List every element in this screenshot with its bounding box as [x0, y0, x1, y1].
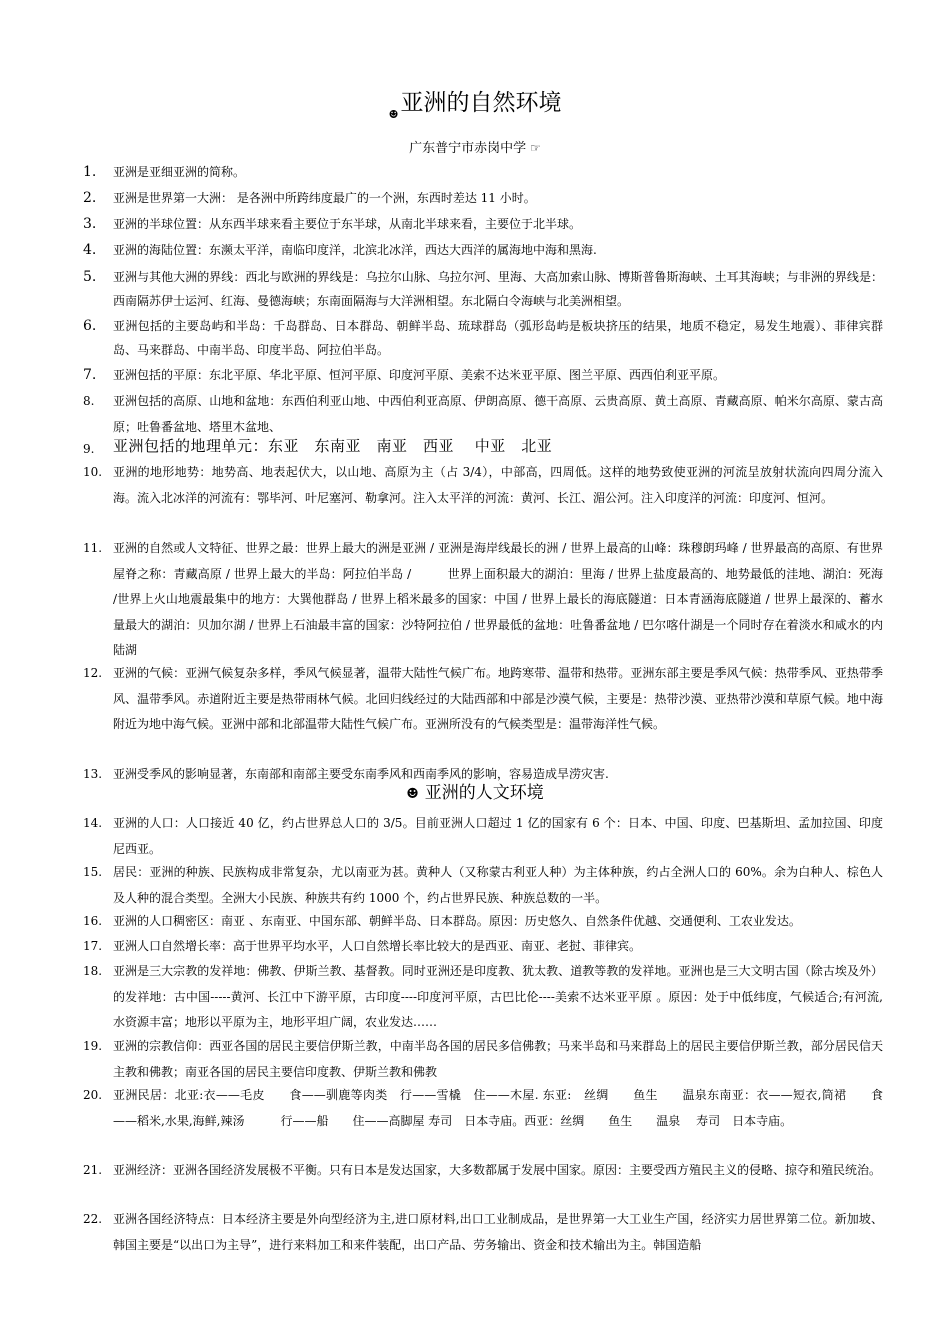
list-item: 8. 亚洲包括的高原、山地和盆地：东西伯利亚山地、中西伯利亚高原、伊朗高原、德干高原、云贵高原、黄土高原、青藏高原、帕米尔高原、蒙古高原；吐鲁番盆地、塔里木盆地、	[83, 394, 883, 434]
list-item: 13. 亚洲受季风的影响显著，东南部和南部主要受东南季风和西南季风的影响，容易造成旱涝灾害.	[83, 767, 609, 781]
list-item: 11. 亚洲的自然或人文特征、世界之最：世界上最大的洲是亚洲 / 亚洲是海岸线最长的洲 / 世界上最高的山峰：珠穆朗玛峰 / 世界最高的高原、有世界屋脊之称：青藏高原 / 世界上最大的半岛：阿拉伯半岛 / 世界上面积最大的湖泊：里海 / 世界上盐度最高的、地势最低的洼地、湖泊：死海 /世界上火山地震最集中的地方：大巽他群岛 / 世界上稻米最多的国家：中国 / 世界上最长的海底隧道：日本青涵海底隧道 / 世界上最深的、蓄水量最大的湖泊：贝加尔湖 / 世界上石油最丰富的国家：沙特阿拉伯 / 世界最低的盆地：吐鲁番盆地 / 巴尔喀什湖是一个同时存在着淡水和咸水的内陆湖	[83, 541, 883, 657]
list-item: 7. 亚洲包括的平原：东北平原、华北平原、恒河平原、印度河平原、美索不达米亚平原、图兰平原、西西伯利亚平原。	[83, 367, 726, 383]
list-item: 22. 亚洲各国经济特点：日本经济主要是外向型经济为主,进口原材料,出口工业制成品，是世界第一大工业生产国，经济实力居世界第二位。新加坡、韩国主要是“以出口为主导”，进行来料加工和来件装配，出口产品、劳务输出、资金和技术输出为主。韩国造船	[83, 1212, 883, 1252]
list-item: 21. 亚洲经济：亚洲各国经济发展极不平衡。只有日本是发达国家，大多数都属于发展中国家。原因：主要受西方殖民主义的侵略、掠夺和殖民统治。	[83, 1163, 882, 1177]
page-title: $_☻$亚洲的自然环境	[388, 90, 562, 121]
list-item: 15. 居民：亚洲的种族、民族构成非常复杂，尤以南亚为甚。黄种人（又称蒙古利亚人种）为主体种族，约占全洲人口的 60%。余为白种人、棕色人及人种的混合类型。全洲大小民族、种族共有约 1000 个，约占世界民族、种族总数的一半。	[83, 865, 883, 905]
list-item: 1. 亚洲是亚细亚洲的简称。	[83, 164, 246, 180]
list-item: 14. 亚洲的人口：人口接近 40 亿，约占世界总人口的 3/5。目前亚洲人口超过 1 亿的国家有 6 个：日本、中国、印度、巴基斯坦、孟加拉国、印度尼西亚。	[83, 816, 883, 856]
school-name: 广东普宁市赤岗中学 ☞	[409, 141, 541, 156]
section-heading: ☻ 亚洲的人文环境	[406, 783, 544, 803]
list-item: 19. 亚洲的宗教信仰：西亚各国的居民主要信伊斯兰教，中南半岛各国的居民多信佛教；马来半岛和马来群岛上的居民主要信伊斯兰教，部分居民信天主教和佛教；南亚各国的居民主要信印度教、伊斯兰教和佛教	[83, 1039, 883, 1079]
list-item: 6. 亚洲包括的主要岛屿和半岛：千岛群岛、日本群岛、朝鲜半岛、琉球群岛（弧形岛屿是板块挤压的结果，地质不稳定，易发生地震）、菲律宾群岛、马来群岛、中南半岛、印度半岛、阿拉伯半岛。	[83, 318, 883, 357]
list-item: 12. 亚洲的气候：亚洲气候复杂多样，季风气候显著，温带大陆性气候广布。地跨寒带、温带和热带。亚洲东部主要是季风气候：热带季风、亚热带季风、温带季风。赤道附近主要是热带雨林气候。北回归线经过的大陆西部和中部是沙漠气候，主要是：热带沙漠、亚热带沙漠和草原气候。地中海附近为地中海气候。亚洲中部和北部温带大陆性气候广布。亚洲所没有的气候类型是：温带海洋性气候。	[83, 666, 883, 731]
list-item: 9. 亚洲包括的地理单元：东亚 东南亚 南亚 西亚 中亚 北亚	[83, 437, 553, 456]
list-item: 10. 亚洲的地形地势：地势高、地表起伏大，以山地、高原为主（占 3/4），中部高，四周低。这样的地势致使亚洲的河流呈放射状流向四周分流入海。流入北冰洋的河流有：鄂毕河、叶尼塞河、勒拿河。注入太平洋的河流：黄河、长江、湄公河。注入印度洋的河流：印度河、恒河。	[83, 465, 883, 505]
list-item: 5. 亚洲与其他大洲的界线：西北与欧洲的界线是：乌拉尔山脉、乌拉尔河、里海、大高加索山脉、博斯普鲁斯海峡、土耳其海峡；与非洲的界线是：西南隔苏伊士运河、红海、曼德海峡；东南面隔海与大洋洲相望。东北隔白令海峡与北美洲相望。	[83, 269, 883, 308]
smiley-icon: ☻	[406, 786, 419, 802]
list-item: 18. 亚洲是三大宗教的发祥地：佛教、伊斯兰教、基督教。同时亚洲还是印度教、犹太教、道教等教的发祥地。亚洲也是三大文明古国（除古埃及外）的发祥地：古中国-----黄河、长江中下游平原，古印度----印度河平原，古巴比伦----美索不达米亚平原 。原因：处于中低纬度，气候适合;有河流,水资源丰富；地形以平原为主，地形平坦广阔，农业发达……	[83, 964, 883, 1029]
list-item: 2. 亚洲是世界第一大洲： 是各洲中所跨纬度最广的一个洲，东西时差达 11 小时。	[83, 190, 536, 206]
pointing-hand-icon: ☞	[530, 141, 541, 155]
smiley-icon: ☻	[388, 108, 399, 121]
list-item: 3. 亚洲的半球位置：从东西半球来看主要位于东半球，从南北半球来看，主要位于北半球。	[83, 216, 582, 232]
list-item: 20. 亚洲民居：北亚:衣——毛皮 食——驯鹿等肉类 行——雪橇 住——木屋. 东亚: 丝绸 鱼生 温泉东南亚：衣——短衣,筒裙 食——稻米,水果,海鲜,辣汤 行——船 住——高脚屋 寿司 日本寺庙。西亚：丝绸 鱼生 温泉 寿司 日本寺庙。	[83, 1088, 883, 1128]
list-item: 16. 亚洲的人口稠密区：南亚 、东南亚、中国东部、朝鲜半岛、日本群岛。原因：历史悠久、自然条件优越、交通便利、工农业发达。	[83, 914, 801, 928]
list-item: 4. 亚洲的海陆位置：东濒太平洋，南临印度洋，北滨北冰洋，西达大西洋的属海地中海和黑海.	[83, 242, 597, 258]
list-item: 17. 亚洲人口自然增长率：高于世界平均水平，人口自然增长率比较大的是西亚、南亚、老挝、菲律宾。	[83, 939, 642, 953]
